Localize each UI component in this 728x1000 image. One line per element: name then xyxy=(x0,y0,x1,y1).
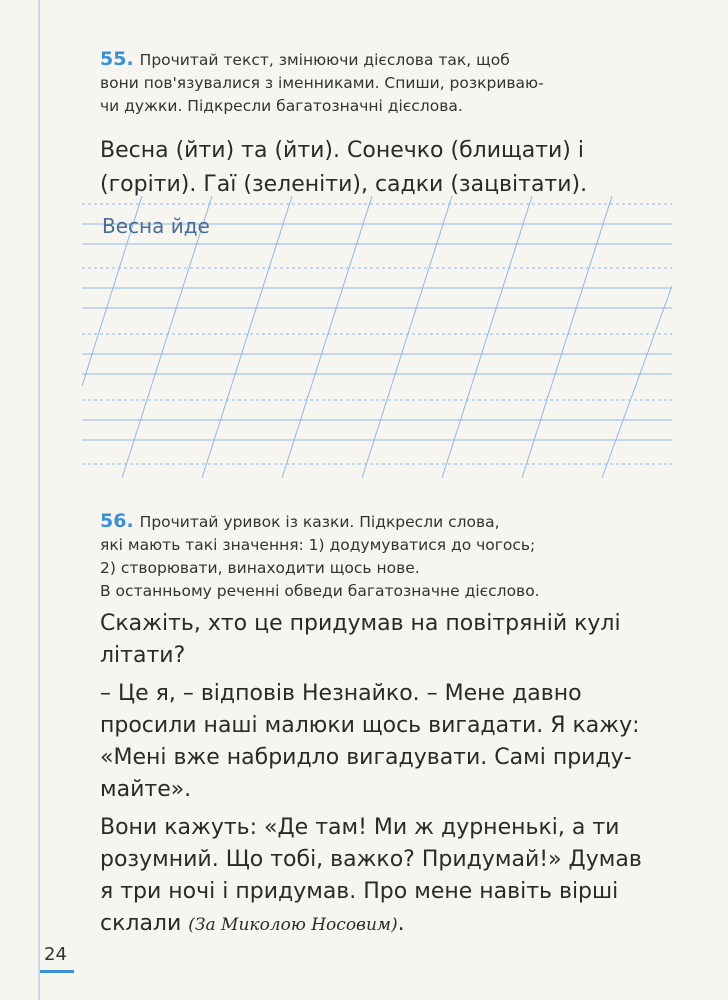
story-line: – Це я, – відповів Незнайко. – Мене давно xyxy=(100,681,582,706)
exercise-55-instruction xyxy=(100,48,680,118)
source-credit: (За Миколою Носовим) xyxy=(188,915,398,935)
exercise-56-instruction xyxy=(100,510,680,603)
margin-rule xyxy=(38,0,40,1000)
story-last-line: склали (За Миколою Носовим). xyxy=(100,911,405,936)
story-line: просили наші малюки щось вигадати. Я кажу: xyxy=(100,713,640,738)
exercise-55-text xyxy=(100,134,680,202)
text-line: Весна (йти) та (йти). Сонечко (блищати) і xyxy=(100,138,584,163)
instruction-line: 55. Прочитай текст, змінюючи дієслова так, щоб xyxy=(100,48,510,70)
writing-area[interactable] xyxy=(82,196,672,478)
story-line: розумний. Що тобі, важко? Придумай!» Думав xyxy=(100,847,642,872)
story-line: Вони кажуть: «Де там! Ми ж дурненькі, а ти xyxy=(100,815,620,840)
instruction-line: вони пов'язувалися з іменниками. Спиши, розкриваю- xyxy=(100,74,544,92)
story-line: майте». xyxy=(100,777,192,802)
page-number-rule xyxy=(40,970,74,973)
instruction-line: які мають такі значення: 1) додумуватися до чогось; xyxy=(100,536,536,554)
instruction-line: В останньому реченні обведи багатозначне дієслово. xyxy=(100,582,540,600)
text-line: (горіти). Гаї (зеленіти), садки (зацвітати). xyxy=(100,172,588,197)
instruction-line: 2) створювати, винаходити щось нове. xyxy=(100,559,420,577)
page-number: 24 xyxy=(44,944,67,965)
exercise-55-number: 55. xyxy=(100,48,134,70)
story-line: я три ночі і придумав. Про мене навіть вірші xyxy=(100,879,619,904)
exercise-56-story xyxy=(100,608,680,941)
story-line: Скажіть, хто це придумав на повітряній кулі xyxy=(100,611,621,636)
instruction-line: чи дужки. Підкресли багатозначні дієслова. xyxy=(100,97,463,115)
story-line: «Мені вже набридло вигадувати. Самі приду- xyxy=(100,745,632,770)
sample-start: Весна йде xyxy=(102,214,210,238)
exercise-56-number: 56. xyxy=(100,510,134,532)
guide-lines xyxy=(82,196,672,478)
story-line: літати? xyxy=(100,643,186,668)
instruction-line: 56. Прочитай уривок із казки. Підкресли слова, xyxy=(100,510,500,532)
